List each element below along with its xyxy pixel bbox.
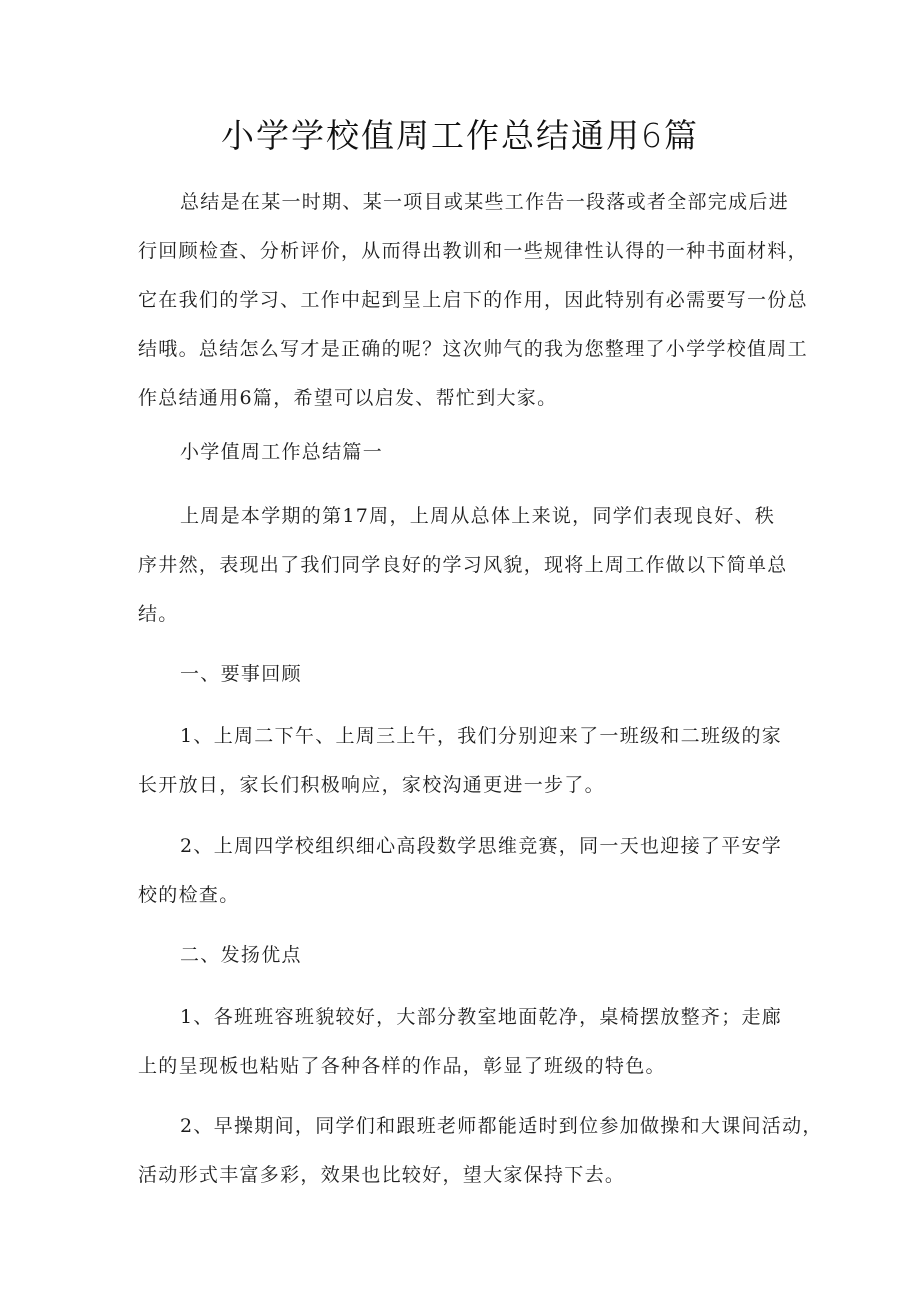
- summary-line: 序井然，表现出了我们同学良好的学习风貌，现将上周工作做以下简单总: [138, 554, 788, 576]
- intro-paragraph: [138, 178, 808, 423]
- intro-line: 结哦。总结怎么写才是正确的呢？这次帅气的我为您整理了小学学校值周工: [138, 338, 808, 360]
- merit-item-1-line: 上的呈现板也粘贴了各种各样的作品，彰显了班级的特色。: [138, 1055, 666, 1077]
- intro-line: 行回顾检查、分析评价，从而得出教训和一些规律性认得的一种书面材料，: [138, 240, 808, 262]
- review-item-1-line: 长开放日，家长们积极响应，家校沟通更进一步了。: [138, 774, 605, 796]
- review-item-1-line: 1、上周二下午、上周三上午，我们分别迎来了一班级和二班级的家: [180, 725, 783, 747]
- intro-line: 它在我们的学习、工作中起到呈上启下的作用，因此特别有必需要写一份总: [138, 289, 808, 311]
- summary-line: 上周是本学期的第17周，上周从总体上来说，同学们表现良好、秩: [180, 505, 776, 527]
- merit-item-1: [138, 993, 808, 1091]
- document-title: 小学学校值周工作总结通用6篇: [221, 116, 699, 155]
- merit-item-2-line: 活动形式丰富多彩，效果也比较好，望大家保持下去。: [138, 1164, 626, 1186]
- review-item-1: [138, 712, 808, 810]
- merit-item-2: [138, 1102, 823, 1200]
- heading-review: 一、要事回顾: [180, 663, 302, 685]
- heading-merits: 二、发扬优点: [180, 944, 302, 966]
- summary-line: 结。: [138, 603, 179, 625]
- section-title: 小学值周工作总结篇一: [180, 441, 384, 463]
- summary-paragraph: [138, 492, 808, 639]
- review-item-2-line: 2、上周四学校组织细心高段数学思维竞赛，同一天也迎接了平安学: [180, 835, 783, 857]
- merit-item-1-line: 1、各班班容班貌较好，大部分教室地面乾净，桌椅摆放整齐；走廊: [180, 1006, 783, 1028]
- review-item-2-line: 校的检查。: [138, 884, 240, 906]
- intro-line: 作总结通用6篇，希望可以启发、帮忙到大家。: [138, 387, 558, 409]
- intro-line: 总结是在某一时期、某一项目或某些工作告一段落或者全部完成后进: [180, 191, 790, 213]
- merit-item-2-line: 2、早操期间，同学们和跟班老师都能适时到位参加做操和大课间活动，: [180, 1115, 823, 1137]
- review-item-2: [138, 822, 808, 920]
